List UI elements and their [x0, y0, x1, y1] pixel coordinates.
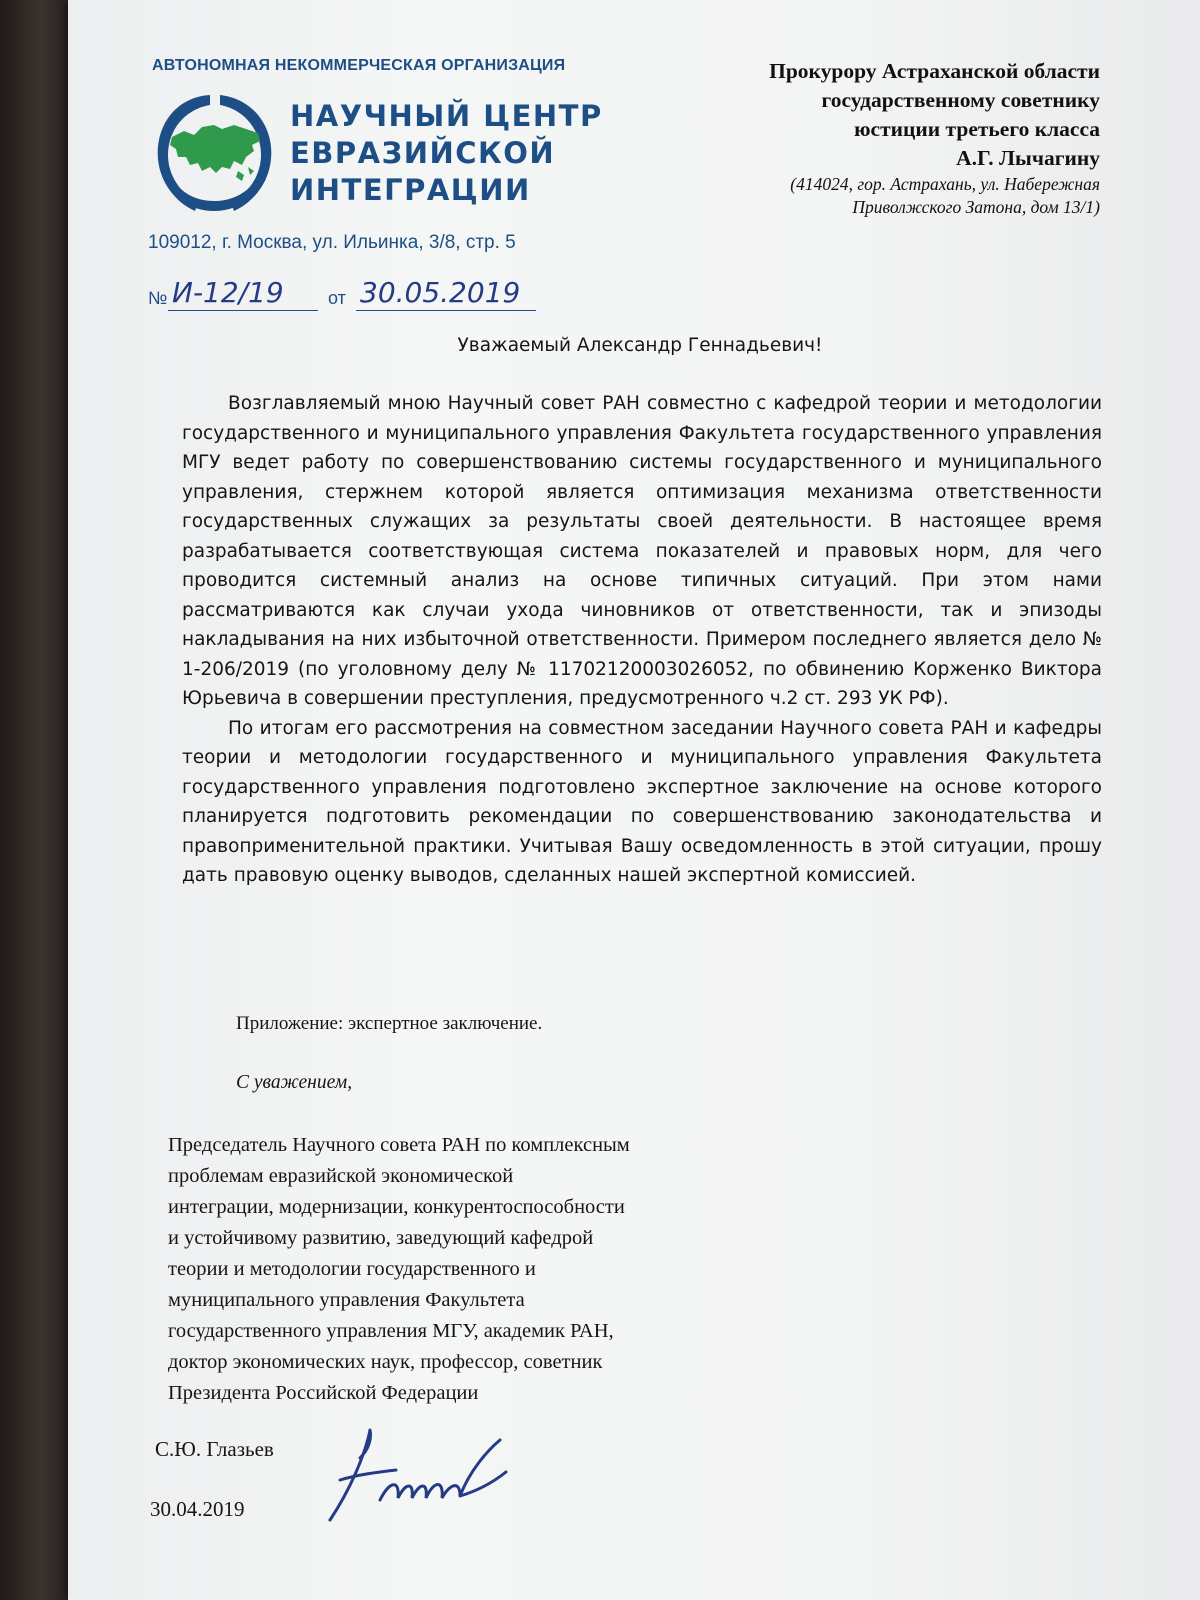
body-paragraph-1: Возглавляемый мною Научный совет РАН совместно с кафедрой теории и методологии государственного и муниципального управления Факультета государственного управления МГУ ведет работу по совершенствованию системы государственного и муниципального управления, стержнем которой является оптимизация механизма ответственности государственных служащих за результаты своей деятельности. В настоящее время разрабатывается соответствующая система показателей и правовых норм, для чего проводится системный анализ на основе типичных ситуаций. При этом нами рассматриваются как случаи ухода чиновников от ответственности, так и эпизоды накладывания на них избыточной ответственности. Примером последнего является дело № 1-206/2019 (по уголовному делу № 11702120003026052, по обвинению Корженко Виктора Юрьевича в совершении преступления, предусмотренного ч.2 ст. 293 УК РФ). — [182, 393, 1102, 709]
body-paragraph-2: По итогам его рассмотрения на совместном заседании Научного совета РАН и кафедры теории и методологии государственного и муниципального управления Факультета государственного управления подготовлено экспертное заключение на основе которого планируется подготовить рекомендации по совершенствованию законодательства и правоприменительной практики. Учитывая Вашу осведомленность в этой ситуации, прошу дать правовую оценку выводов, сделанных нашей экспертной комиссией. — [182, 717, 1102, 886]
signatory-title-line-6: муниципального управления Факультета — [168, 1289, 525, 1311]
signature-date: 30.04.2019 — [150, 1497, 245, 1521]
signatory-title-line-7: государственного управления МГУ, академик РАН, — [168, 1320, 614, 1342]
signatory-title-line-5: теории и методологии государственного и — [168, 1258, 536, 1280]
greeting: Уважаемый Александр Геннадьевич! — [457, 335, 823, 356]
number-label: № — [148, 288, 168, 308]
signatory-title-line-1: Председатель Научного совета РАН по комплексным — [168, 1134, 630, 1156]
recipient-line-3: юстиции третьего класса — [854, 117, 1100, 141]
signatory-title-line-8: доктор экономических наук, профессор, советник — [168, 1351, 603, 1373]
recipient-line-2: государственному советнику — [821, 88, 1100, 112]
org-name-line-3: ИНТЕГРАЦИИ — [290, 173, 531, 207]
org-address: 109012, г. Москва, ул. Ильинка, 3/8, стр. 5 — [148, 232, 516, 253]
signatory-title-line-2: проблемам евразийской экономической — [168, 1165, 514, 1187]
org-name-line-1: НАУЧНЫЙ ЦЕНТР — [290, 99, 603, 133]
recipient-block — [620, 57, 1100, 219]
closing: С уважением, — [236, 1072, 353, 1093]
registration-number: И-12/19 — [172, 276, 284, 309]
recipient-line-1: Прокурору Астраханской области — [769, 59, 1100, 83]
date-underline — [356, 310, 536, 311]
date-label: от — [328, 288, 346, 308]
eurasia-map-hands-icon — [150, 87, 280, 217]
letter-body — [182, 389, 1102, 891]
handwritten-signature-icon — [310, 1410, 520, 1540]
signatory-name: С.Ю. Глазьев — [155, 1437, 274, 1461]
org-type: АВТОНОМНАЯ НЕКОММЕРЧЕСКАЯ ОРГАНИЗАЦИЯ — [152, 57, 566, 74]
attachment-note: Приложение: экспертное заключение. — [236, 1013, 543, 1034]
org-name-line-2: ЕВРАЗИЙСКОЙ — [290, 136, 556, 170]
signatory-title-line-4: и устойчивому развитию, заведующий кафедрой — [168, 1227, 594, 1249]
registration-line — [148, 276, 548, 316]
signatory-title — [168, 1130, 808, 1409]
signatory-title-line-9: Президента Российской Федерации — [168, 1382, 479, 1404]
number-underline — [168, 310, 318, 311]
registration-date: 30.05.2019 — [360, 276, 521, 309]
signatory-title-line-3: интеграции, модернизации, конкурентоспособности — [168, 1196, 625, 1218]
recipient-address-line-2: Приволжского Затона, дом 13/1) — [852, 197, 1100, 217]
org-name — [290, 98, 603, 209]
recipient-address-line-1: (414024, гор. Астрахань, ул. Набережная — [790, 174, 1100, 194]
recipient-name: А.Г. Лычагину — [956, 146, 1100, 170]
